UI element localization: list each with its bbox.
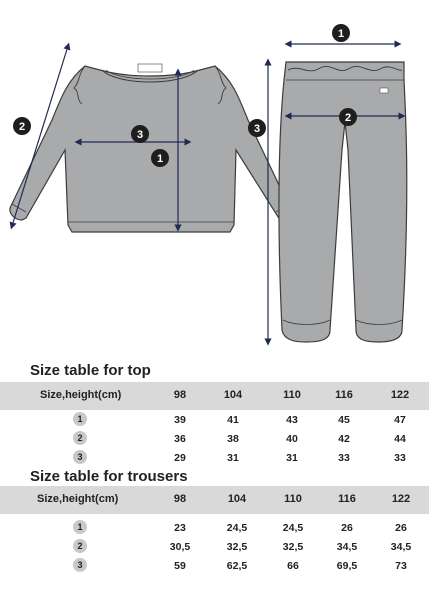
top-size-116: 116 <box>335 389 353 401</box>
top-size-104: 104 <box>223 389 243 401</box>
table-row <box>0 537 429 556</box>
table-cell: 39 <box>174 414 186 426</box>
table-cell: 36 <box>174 433 186 445</box>
table-cell: 45 <box>338 414 350 426</box>
table-cell: 69,5 <box>336 560 358 572</box>
table-cell: 32,5 <box>282 541 304 553</box>
table-cell: 73 <box>395 560 407 572</box>
top-table-header <box>0 382 429 410</box>
table-cell: 24,5 <box>226 522 248 534</box>
row-number-badge: 2 <box>73 431 87 445</box>
table-cell: 59 <box>174 560 186 572</box>
table-cell: 26 <box>341 522 353 534</box>
table-cell: 42 <box>338 433 350 445</box>
svg-text:3: 3 <box>136 129 144 141</box>
top-size-98: 98 <box>173 389 187 401</box>
row-number-badge: 3 <box>73 450 87 464</box>
table-cell: 34,5 <box>390 541 412 553</box>
table-cell: 31 <box>286 452 298 464</box>
table-cell: 33 <box>338 452 350 464</box>
table-cell: 23 <box>174 522 186 534</box>
table-cell: 26 <box>395 522 407 534</box>
badge-top-2 <box>13 117 31 135</box>
table-cell: 62,5 <box>226 560 248 572</box>
table-cell: 44 <box>394 433 406 445</box>
table-row <box>0 556 429 575</box>
table-row <box>0 518 429 537</box>
top-drawing <box>10 64 291 232</box>
trousers-header-label: Size,height(cm) <box>37 493 119 505</box>
table-cell: 43 <box>286 414 298 426</box>
table-cell: 33 <box>394 452 406 464</box>
top-table-title: Size table for top <box>30 362 151 379</box>
table-cell: 47 <box>394 414 406 426</box>
table-row <box>0 410 429 429</box>
row-number-badge: 1 <box>73 412 87 426</box>
trousers-size-table <box>0 486 429 575</box>
badge-trousers-2 <box>339 108 357 126</box>
table-cell: 31 <box>227 452 239 464</box>
svg-text:3: 3 <box>253 123 261 135</box>
badge-top-3 <box>131 125 149 143</box>
top-size-122: 122 <box>390 389 410 401</box>
trousers-size-98: 98 <box>173 493 187 505</box>
svg-text:2: 2 <box>344 112 352 124</box>
trousers-size-110: 110 <box>284 493 302 505</box>
table-cell: 29 <box>174 452 186 464</box>
svg-text:1: 1 <box>156 153 164 165</box>
top-header-label: Size,height(cm) <box>40 389 122 401</box>
top-size-table <box>0 382 429 467</box>
table-cell: 24,5 <box>282 522 304 534</box>
svg-text:1: 1 <box>337 28 345 40</box>
table-cell: 32,5 <box>226 541 248 553</box>
table-cell: 38 <box>227 433 239 445</box>
badge-trousers-3 <box>248 119 266 137</box>
trousers-table-title: Size table for trousers <box>30 468 188 485</box>
trousers-drawing <box>279 62 407 342</box>
trousers-table-header <box>0 486 429 514</box>
trousers-size-122: 122 <box>391 493 411 505</box>
svg-text:2: 2 <box>18 121 26 133</box>
table-row <box>0 429 429 448</box>
table-cell: 41 <box>227 414 239 426</box>
badge-top-1 <box>151 149 169 167</box>
badge-trousers-1 <box>332 24 350 42</box>
trousers-size-104: 104 <box>227 493 247 505</box>
table-cell: 66 <box>287 560 299 572</box>
top-size-110: 110 <box>283 389 301 401</box>
trousers-size-116: 116 <box>338 493 356 505</box>
table-cell: 40 <box>286 433 298 445</box>
row-number-badge: 3 <box>73 558 87 572</box>
row-number-badge: 2 <box>73 539 87 553</box>
table-row <box>0 448 429 467</box>
table-cell: 34,5 <box>336 541 358 553</box>
row-number-badge: 1 <box>73 520 87 534</box>
table-cell: 30,5 <box>169 541 191 553</box>
